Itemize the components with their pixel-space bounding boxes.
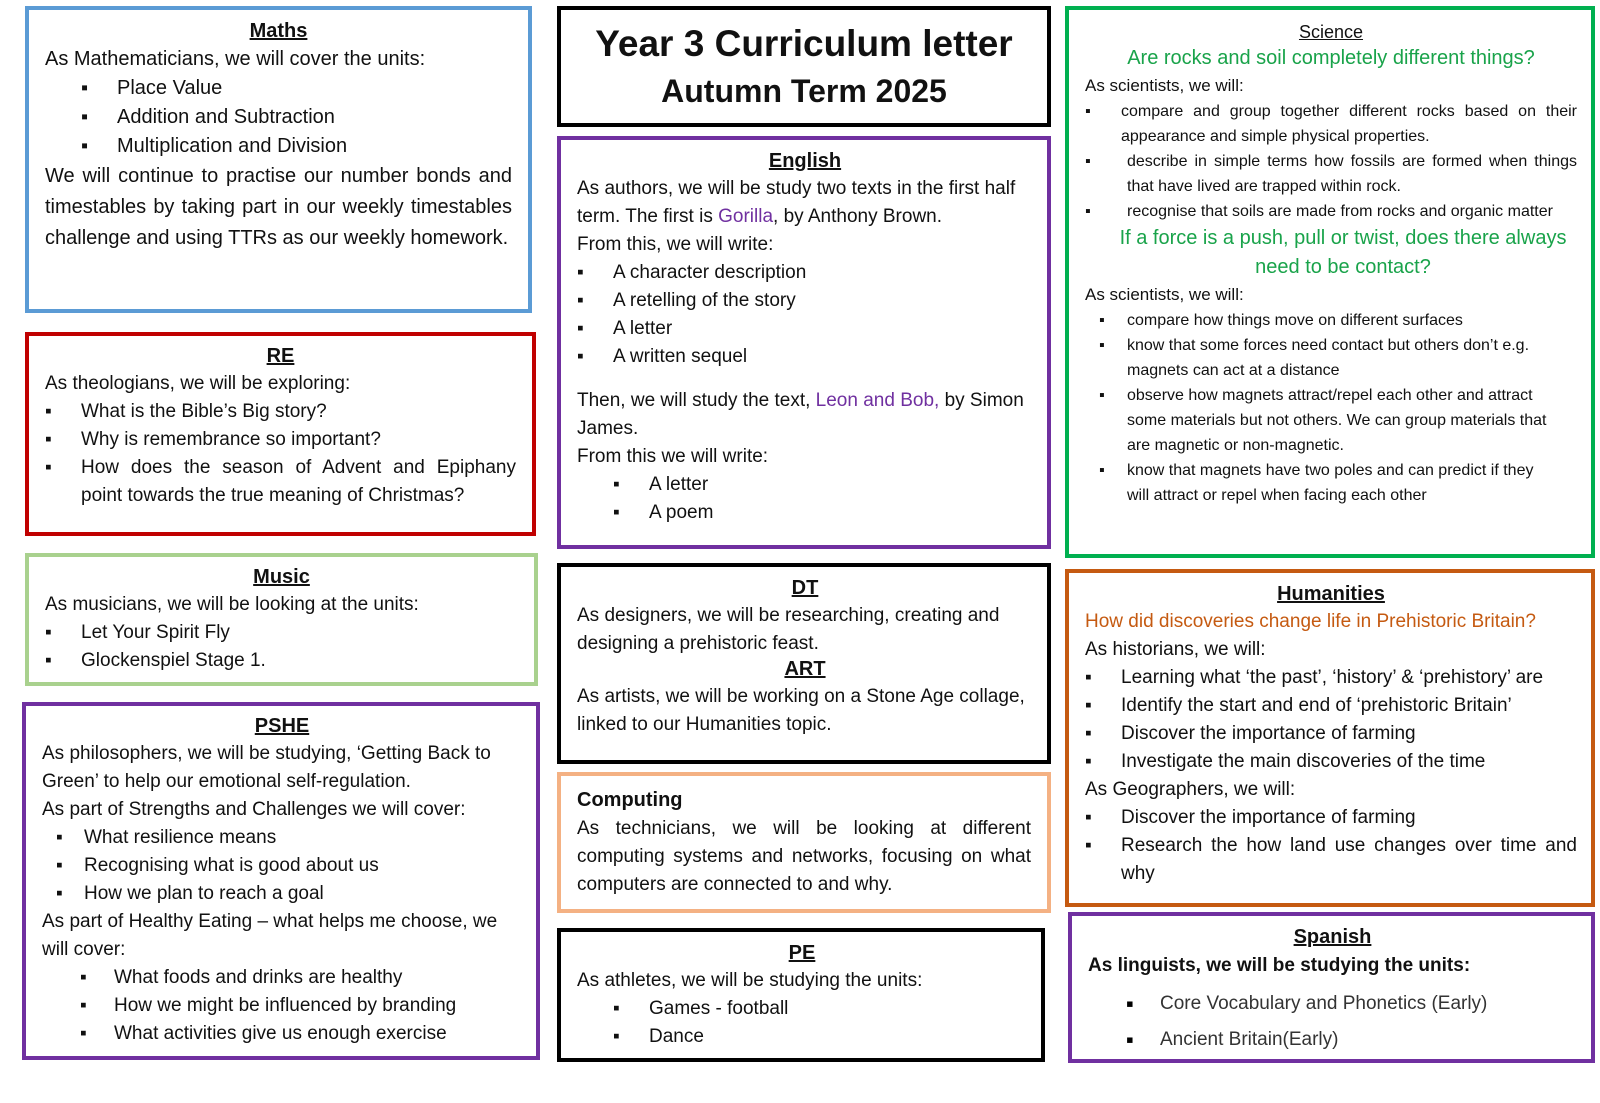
title-panel [557, 6, 1051, 127]
maths-outro: We will continue to practise our number bonds and timestables by taking part in our weekly timestables challenge and using TTRs as our weekly homework. [45, 165, 512, 249]
list-item: ▪ Research the how land use changes over time and why [1085, 832, 1577, 888]
bullet-icon: ▪ [577, 318, 584, 339]
list-item: ▪ know that some forces need contact but others don’t e.g. magnets can act at a distance [1099, 333, 1557, 383]
computing-heading: Computing [577, 789, 683, 811]
list-item: ▪ Multiplication and Division [81, 132, 512, 161]
geography-intro: As Geographers, we will: [1085, 779, 1296, 800]
science-intro-2: As scientists, we will: [1085, 285, 1244, 304]
pshe-heading: PSHE [254, 715, 310, 737]
bullet-icon: ▪ [81, 77, 89, 99]
maths-unit-list [81, 74, 512, 161]
list-item: ▪ Learning what ‘the past’, ‘history’ & ‘prehistory’ are [1085, 664, 1577, 692]
bullet-icon: ▪ [1099, 387, 1105, 404]
art-text: As artists, we will be working on a Stone Age collage, linked to our Humanities topic. [577, 686, 1025, 735]
bullet-icon: ▪ [1099, 462, 1105, 479]
spanish-heading: Spanish [1293, 926, 1372, 948]
maths-intro: As Mathematicians, we will cover the units: [45, 48, 426, 70]
bullet-icon: ▪ [80, 1023, 87, 1044]
bullet-icon: ▪ [613, 1026, 620, 1047]
computing-panel [557, 772, 1051, 913]
dt-panel [557, 563, 1051, 764]
bullet-icon: ▪ [80, 967, 87, 988]
list-item: ▪ Why is remembrance so important? [45, 426, 516, 454]
english-intro: As authors, we will be study two texts in the first half term. The first is Gorilla, by Anthony Brown. [577, 178, 1016, 227]
english-list-1 [577, 259, 1033, 371]
list-item: ▪ How we plan to reach a goal [56, 880, 522, 908]
english-heading: English [768, 150, 842, 172]
pshe-part2: As part of Healthy Eating – what helps me choose, we will cover: [42, 911, 498, 960]
bullet-icon: ▪ [1085, 835, 1092, 856]
english-then: Then, we will study the text, Leon and Bob, by Simon James. [577, 390, 1024, 439]
bullet-icon: ▪ [45, 429, 52, 450]
maths-panel [25, 6, 532, 313]
list-item: ▪ How we might be influenced by branding [80, 992, 522, 1020]
humanities-question: How did discoveries change life in Prehistoric Britain? [1085, 611, 1536, 632]
list-item: ▪ What activities give us enough exercise [80, 1020, 522, 1048]
music-intro: As musicians, we will be looking at the units: [45, 594, 419, 615]
pshe-list-1 [56, 824, 522, 908]
bullet-icon: ▪ [81, 135, 89, 157]
bullet-icon: ▪ [613, 998, 620, 1019]
list-item: ▪ Recognising what is good about us [56, 852, 522, 880]
science-intro-1: As scientists, we will: [1085, 76, 1244, 95]
dt-heading: DT [791, 577, 819, 599]
bullet-icon: ▪ [1126, 1027, 1134, 1052]
book-title-gorilla: Gorilla [718, 206, 774, 227]
bullet-icon: ▪ [56, 855, 63, 876]
music-heading: Music [253, 566, 310, 588]
list-item: ▪ compare how things move on different surfaces [1099, 308, 1557, 333]
list-item: ▪ Glockenspiel Stage 1. [45, 647, 518, 675]
bullet-icon: ▪ [1126, 991, 1134, 1016]
english-list-2 [613, 471, 1033, 527]
re-list [45, 398, 516, 510]
pe-panel [557, 928, 1045, 1062]
bullet-icon: ▪ [56, 883, 63, 904]
re-panel [25, 332, 536, 536]
dt-text: As designers, we will be researching, creating and designing a prehistoric feast. [577, 605, 1000, 654]
bullet-icon: ▪ [1085, 695, 1092, 716]
bullet-icon: ▪ [1085, 667, 1092, 688]
pe-list [613, 995, 1027, 1051]
english-write-1: From this, we will write: [577, 234, 774, 255]
science-question-1: Are rocks and soil completely different things? [1127, 47, 1535, 69]
humanities-panel [1065, 569, 1595, 907]
list-item: ▪ A retelling of the story [577, 287, 1033, 315]
bullet-icon: ▪ [577, 262, 584, 283]
bullet-icon: ▪ [45, 622, 52, 643]
bullet-icon: ▪ [1099, 337, 1105, 354]
bullet-icon: ▪ [45, 650, 52, 671]
list-item: ▪ How does the season of Advent and Epiphany point towards the true meaning of Christmas? [45, 454, 516, 510]
computing-text: As technicians, we will be looking at different computing systems and networks, focusing on what computers are connected to and why. [577, 818, 1031, 895]
humanities-heading: Humanities [1277, 583, 1385, 605]
list-item: ▪ Ancient Britain(Early) [1126, 1022, 1577, 1058]
maths-heading: Maths [249, 20, 308, 42]
list-item: ▪ Let Your Spirit Fly [45, 619, 518, 647]
list-item: ▪ Dance [613, 1023, 1027, 1051]
page-subtitle: Autumn Term 2025 [661, 73, 947, 109]
english-panel [557, 136, 1051, 549]
bullet-icon: ▪ [577, 290, 584, 311]
music-panel [25, 553, 538, 686]
list-item: ▪ compare and group together different rocks based on their appearance and simple physical properties. [1085, 99, 1577, 149]
bullet-icon: ▪ [1085, 103, 1091, 120]
list-item: ▪ Core Vocabulary and Phonetics (Early) [1126, 986, 1577, 1022]
bullet-icon: ▪ [613, 474, 620, 495]
list-item: ▪ What is the Bible’s Big story? [45, 398, 516, 426]
list-item: ▪ Discover the importance of farming [1085, 804, 1577, 832]
re-heading: RE [266, 345, 295, 367]
bullet-icon: ▪ [577, 346, 584, 367]
pshe-panel [22, 702, 540, 1060]
english-write-2: From this we will write: [577, 446, 769, 467]
list-item: ▪ A letter [613, 471, 1033, 499]
list-item: ▪ know that magnets have two poles and can predict if they will attract or repel when facing each other [1099, 458, 1557, 508]
bullet-icon: ▪ [45, 401, 52, 422]
pe-intro: As athletes, we will be studying the units: [577, 970, 923, 991]
list-item: ▪ Place Value [81, 74, 512, 103]
music-list [45, 619, 518, 675]
list-item: ▪ recognise that soils are made from rocks and organic matter [1085, 199, 1577, 224]
list-item: ▪ A character description [577, 259, 1033, 287]
bullet-icon: ▪ [45, 457, 52, 478]
list-item: ▪ Discover the importance of farming [1085, 720, 1577, 748]
science-list-2 [1099, 308, 1577, 508]
bullet-icon: ▪ [1085, 723, 1092, 744]
bullet-icon: ▪ [56, 827, 63, 848]
list-item: ▪ What resilience means [56, 824, 522, 852]
pshe-part1: As part of Strengths and Challenges we will cover: [42, 799, 466, 820]
geography-list [1085, 804, 1577, 888]
bullet-icon: ▪ [1099, 312, 1105, 329]
science-heading: Science [1298, 22, 1364, 42]
list-item: ▪ A written sequel [577, 343, 1033, 371]
list-item: ▪ Identify the start and end of ‘prehistoric Britain’ [1085, 692, 1577, 720]
bullet-icon: ▪ [1085, 807, 1092, 828]
science-list-1 [1085, 99, 1577, 224]
list-item: ▪ What foods and drinks are healthy [80, 964, 522, 992]
history-list [1085, 664, 1577, 776]
list-item: ▪ A poem [613, 499, 1033, 527]
bullet-icon: ▪ [80, 995, 87, 1016]
list-item: ▪ A letter [577, 315, 1033, 343]
book-title-leon-and-bob: Leon and Bob, [815, 390, 940, 411]
list-item: ▪ describe in simple terms how fossils are formed when things that have lived are trapped within rock. [1085, 149, 1577, 199]
science-question-2: If a force is a push, pull or twist, does there always need to be contact? [1119, 227, 1567, 278]
bullet-icon: ▪ [1085, 751, 1092, 772]
list-item: ▪ Games - football [613, 995, 1027, 1023]
art-heading: ART [784, 658, 826, 680]
page-title: Year 3 Curriculum letter [595, 23, 1013, 64]
bullet-icon: ▪ [613, 502, 620, 523]
spanish-list [1126, 986, 1577, 1058]
pshe-list-2 [80, 964, 522, 1048]
re-intro: As theologians, we will be exploring: [45, 373, 351, 394]
bullet-icon: ▪ [1085, 153, 1091, 170]
list-item: ▪ observe how magnets attract/repel each other and attract some materials but not others. We can group materials that are magnetic or non-magnetic. [1099, 383, 1557, 458]
bullet-icon: ▪ [81, 106, 89, 128]
history-intro: As historians, we will: [1085, 639, 1266, 660]
spanish-intro: As linguists, we will be studying the units: [1088, 955, 1471, 976]
spanish-panel [1068, 912, 1595, 1063]
pe-heading: PE [788, 942, 816, 964]
bullet-icon: ▪ [1085, 203, 1091, 220]
list-item: ▪ Addition and Subtraction [81, 103, 512, 132]
science-panel [1065, 6, 1595, 558]
list-item: ▪ Investigate the main discoveries of the time [1085, 748, 1577, 776]
pshe-intro: As philosophers, we will be studying, ‘Getting Back to Green’ to help our emotional self-regulation. [42, 743, 491, 792]
